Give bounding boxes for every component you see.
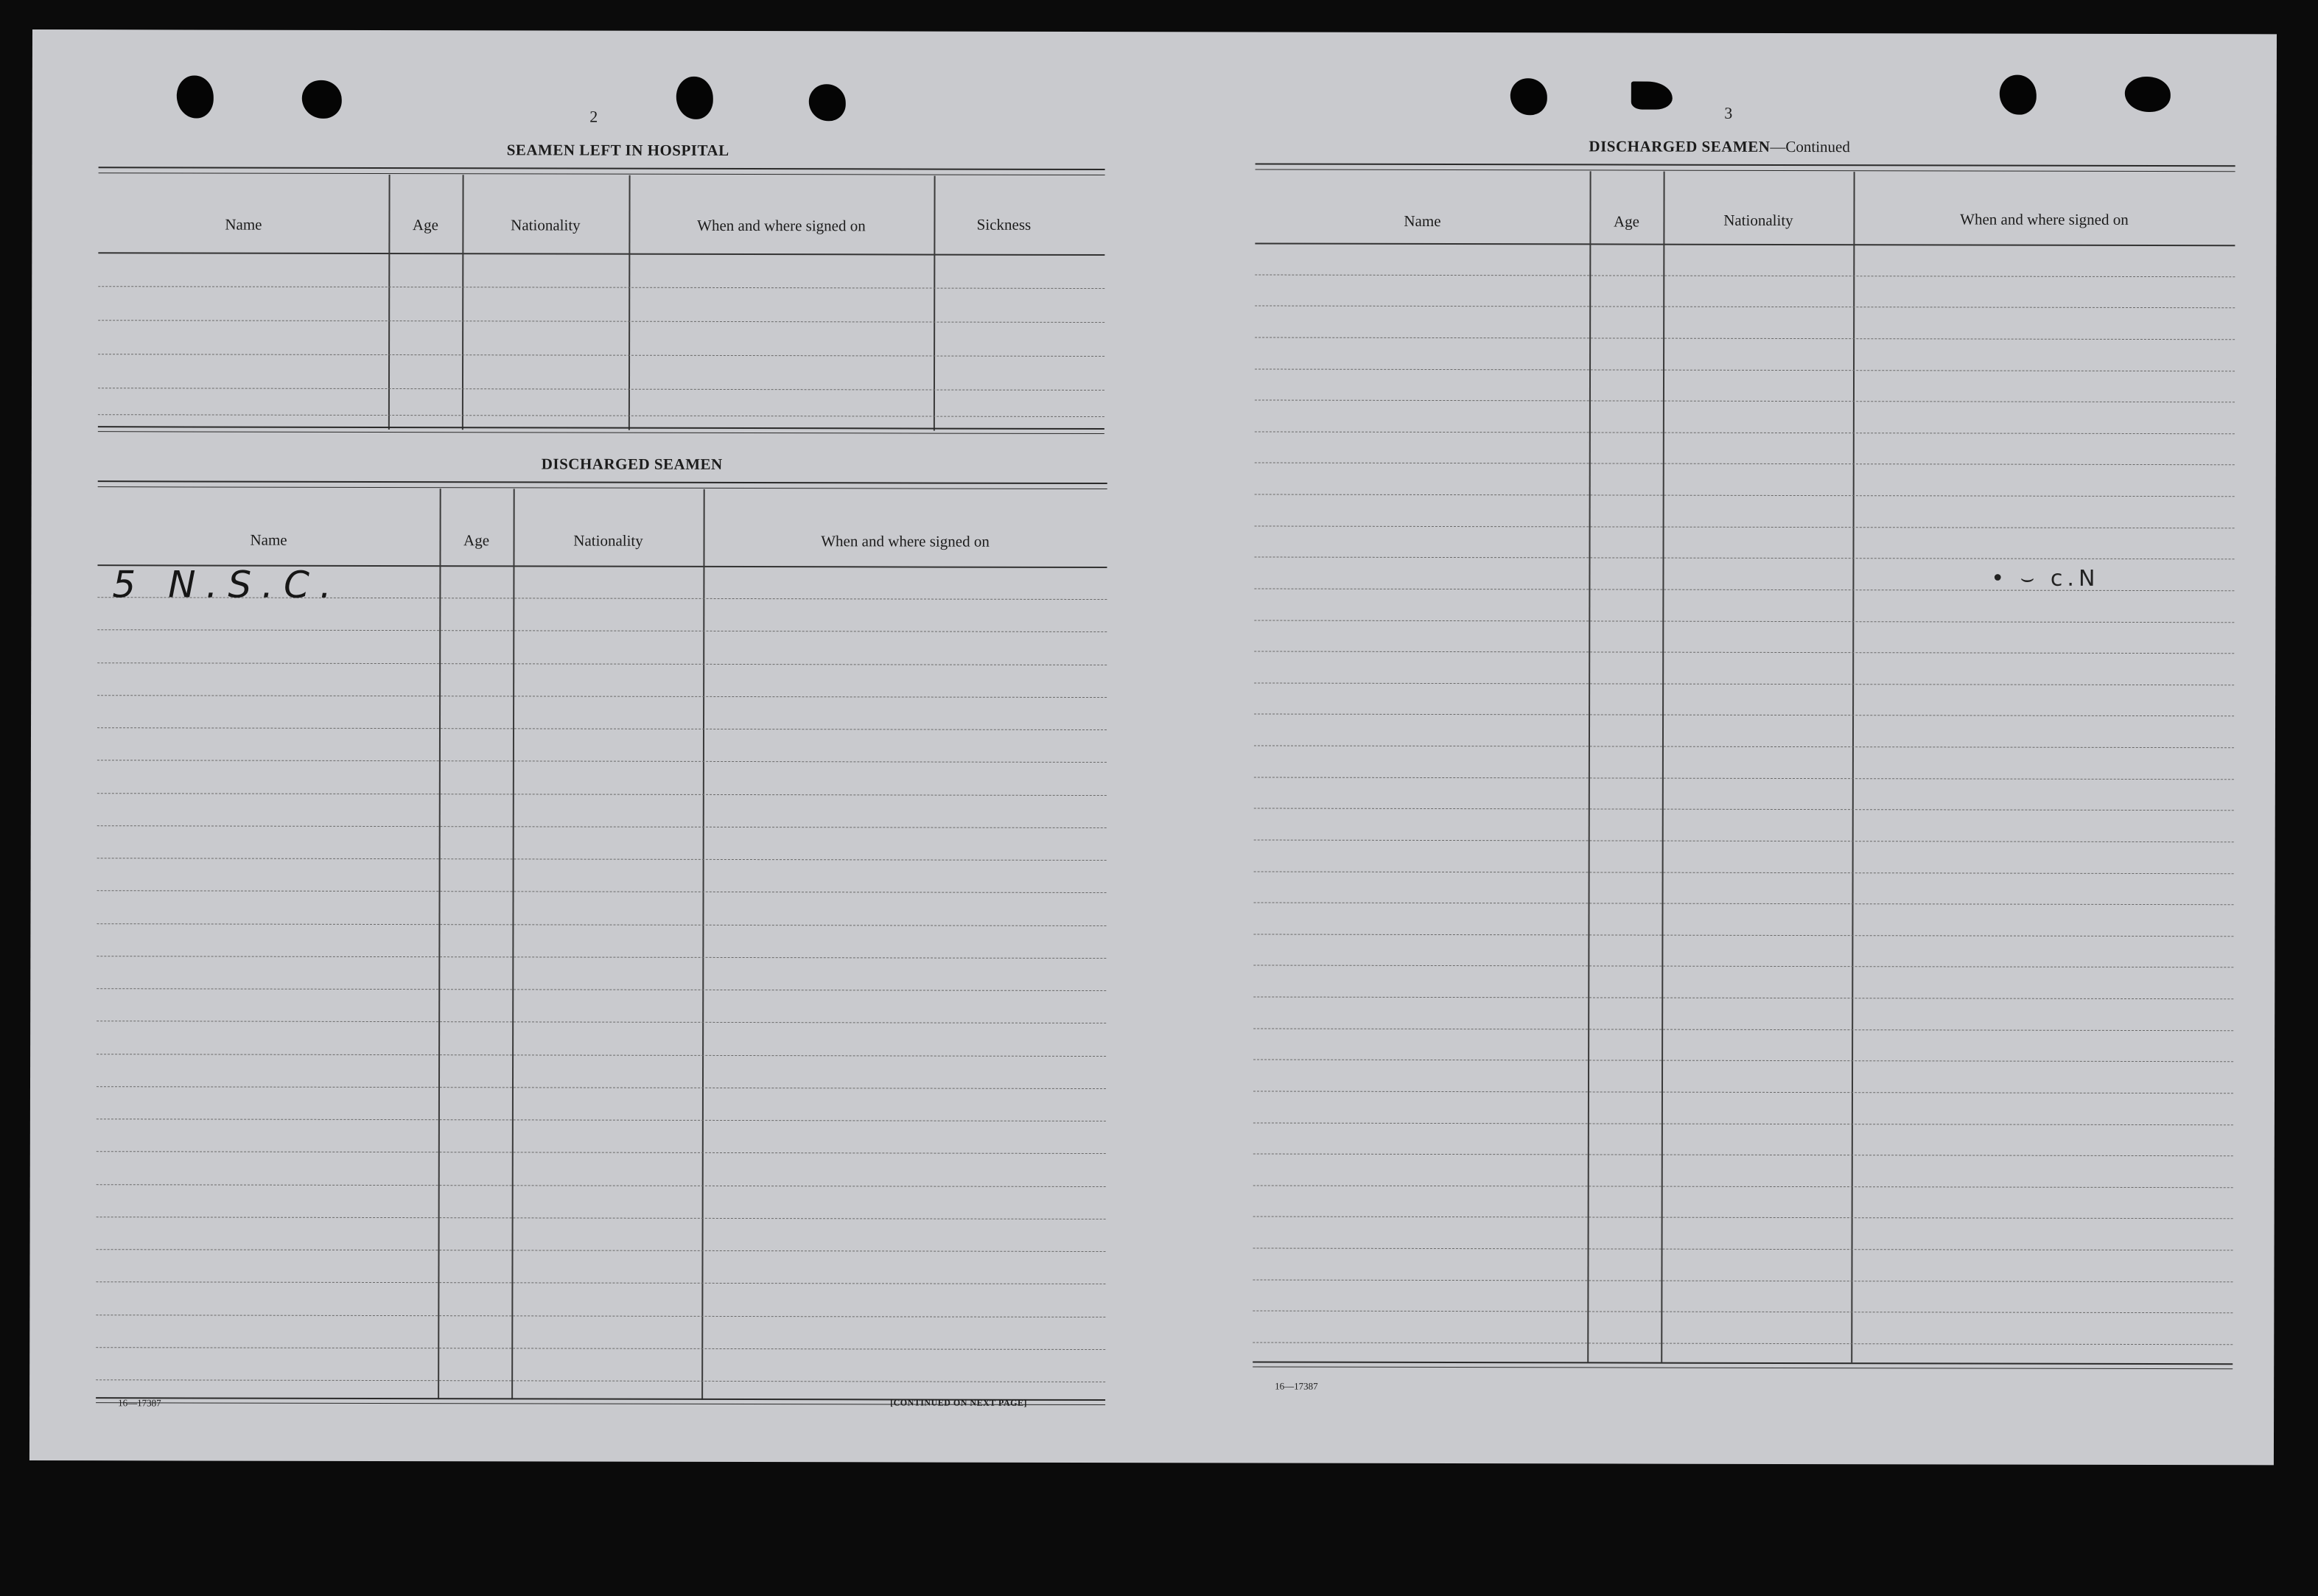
column-header-sickness: Sickness <box>976 215 1032 234</box>
table-row <box>1253 1247 2233 1250</box>
column-divider <box>934 176 936 431</box>
table-row <box>1253 1216 2233 1219</box>
column-divider <box>388 175 391 430</box>
table-row <box>97 1086 1106 1089</box>
section-title-main: DISCHARGED SEAMEN <box>1589 137 1771 155</box>
table-top-rule <box>98 480 1107 489</box>
table-row <box>97 727 1107 730</box>
column-header-age: Age <box>412 216 438 234</box>
right-page <box>1179 32 2277 1465</box>
table-row <box>97 1021 1106 1023</box>
page-number: 3 <box>1724 103 1733 122</box>
table-row <box>1254 713 2234 716</box>
column-divider <box>1851 172 1855 1362</box>
table-row <box>97 923 1106 926</box>
table-row <box>1253 1122 2233 1125</box>
table-row <box>97 858 1107 861</box>
table-row <box>97 956 1106 959</box>
table-row <box>1254 745 2234 748</box>
table-row <box>1255 399 2235 402</box>
table-row <box>1255 556 2235 559</box>
column-header-nationality: Nationality <box>511 216 581 234</box>
table-row <box>97 1184 1106 1187</box>
table-row <box>1253 1028 2233 1031</box>
table-row <box>1254 839 2234 842</box>
table-row <box>1255 494 2235 497</box>
table-row <box>1255 274 2235 277</box>
table-row <box>1255 431 2235 434</box>
hospital-table <box>98 167 1105 435</box>
table-row <box>1254 651 2234 654</box>
discharged-table <box>96 480 1107 1405</box>
discharged-continued-title <box>1462 137 1978 156</box>
table-row <box>1253 996 2233 999</box>
column-header-signed-on: When and where signed on <box>821 532 990 550</box>
table-row <box>98 388 1104 391</box>
ink-mark: • ⌣ c.N <box>1991 565 2100 592</box>
form-number: 16—17387 <box>118 1397 161 1409</box>
table-row <box>97 988 1106 991</box>
table-row <box>1254 808 2234 811</box>
table-top-rule <box>99 167 1105 175</box>
table-row <box>97 890 1107 893</box>
table-row <box>1253 1153 2233 1156</box>
table-row <box>1254 902 2234 905</box>
table-row <box>1254 777 2234 780</box>
table-row <box>97 1217 1106 1219</box>
table-row <box>1254 682 2234 685</box>
table-row <box>1255 337 2235 340</box>
continued-note: [CONTINUED ON NEXT PAGE] <box>890 1397 1028 1408</box>
section-title-suffix: —Continued <box>1770 137 1850 156</box>
header-rule <box>1255 242 2235 246</box>
column-divider <box>511 489 515 1399</box>
column-divider <box>628 175 631 430</box>
discharged-section-title: DISCHARGED SEAMEN <box>541 455 723 473</box>
table-row <box>1253 965 2233 967</box>
handwritten-entry: 5 N.S.C. <box>112 563 342 606</box>
table-row <box>1255 462 2235 465</box>
table-row <box>97 760 1107 763</box>
table-row <box>1253 1091 2233 1093</box>
table-row <box>96 1281 1105 1284</box>
table-row <box>97 1054 1106 1057</box>
column-header-age: Age <box>463 531 490 550</box>
column-divider <box>462 175 464 430</box>
table-row <box>98 320 1104 323</box>
table-row <box>97 1249 1106 1252</box>
column-header-signed-on: When and where signed on <box>1960 210 2129 228</box>
table-row <box>97 1151 1106 1154</box>
table-bottom-rule <box>1253 1361 2233 1369</box>
table-row <box>98 286 1104 289</box>
table-row <box>97 825 1107 828</box>
table-row <box>97 1119 1106 1121</box>
table-row <box>97 662 1107 665</box>
form-number: 16—17387 <box>1275 1380 1318 1392</box>
table-row <box>1253 1342 2233 1345</box>
table-row <box>97 629 1107 632</box>
table-top-rule <box>1256 163 2235 172</box>
column-header-age: Age <box>1613 212 1639 231</box>
table-row <box>96 1315 1105 1317</box>
column-divider <box>701 489 705 1400</box>
table-row <box>1255 305 2235 308</box>
column-divider <box>1587 171 1591 1362</box>
column-header-name: Name <box>250 531 287 549</box>
table-row <box>98 354 1104 357</box>
left-page <box>29 29 1138 1463</box>
table-row <box>1253 1185 2233 1188</box>
hospital-section-title: SEAMEN LEFT IN HOSPITAL <box>506 141 729 159</box>
column-divider <box>438 489 441 1399</box>
column-header-name: Name <box>1404 211 1441 231</box>
table-row <box>1253 1279 2233 1282</box>
discharged-continued-table <box>1253 163 2235 1403</box>
column-header-nationality: Nationality <box>573 531 643 550</box>
table-row <box>97 695 1107 698</box>
column-divider <box>1661 172 1664 1362</box>
table-row <box>1254 871 2234 874</box>
table-bottom-rule <box>98 426 1104 434</box>
header-rule <box>98 252 1104 256</box>
table-row <box>1253 1059 2233 1062</box>
page-number: 2 <box>589 107 598 126</box>
column-header-name: Name <box>225 215 262 234</box>
table-row <box>97 793 1107 796</box>
table-row <box>98 414 1104 417</box>
table-row <box>1253 1310 2233 1313</box>
table-row <box>1254 620 2234 623</box>
column-header-nationality: Nationality <box>1723 211 1793 230</box>
column-header-signed-on: When and where signed on <box>697 216 866 235</box>
table-row <box>1255 525 2235 528</box>
table-row <box>96 1347 1105 1350</box>
table-row <box>1255 368 2235 371</box>
table-row <box>1253 934 2233 937</box>
scanned-document-sheet <box>29 29 2277 1465</box>
table-row <box>96 1379 1105 1382</box>
